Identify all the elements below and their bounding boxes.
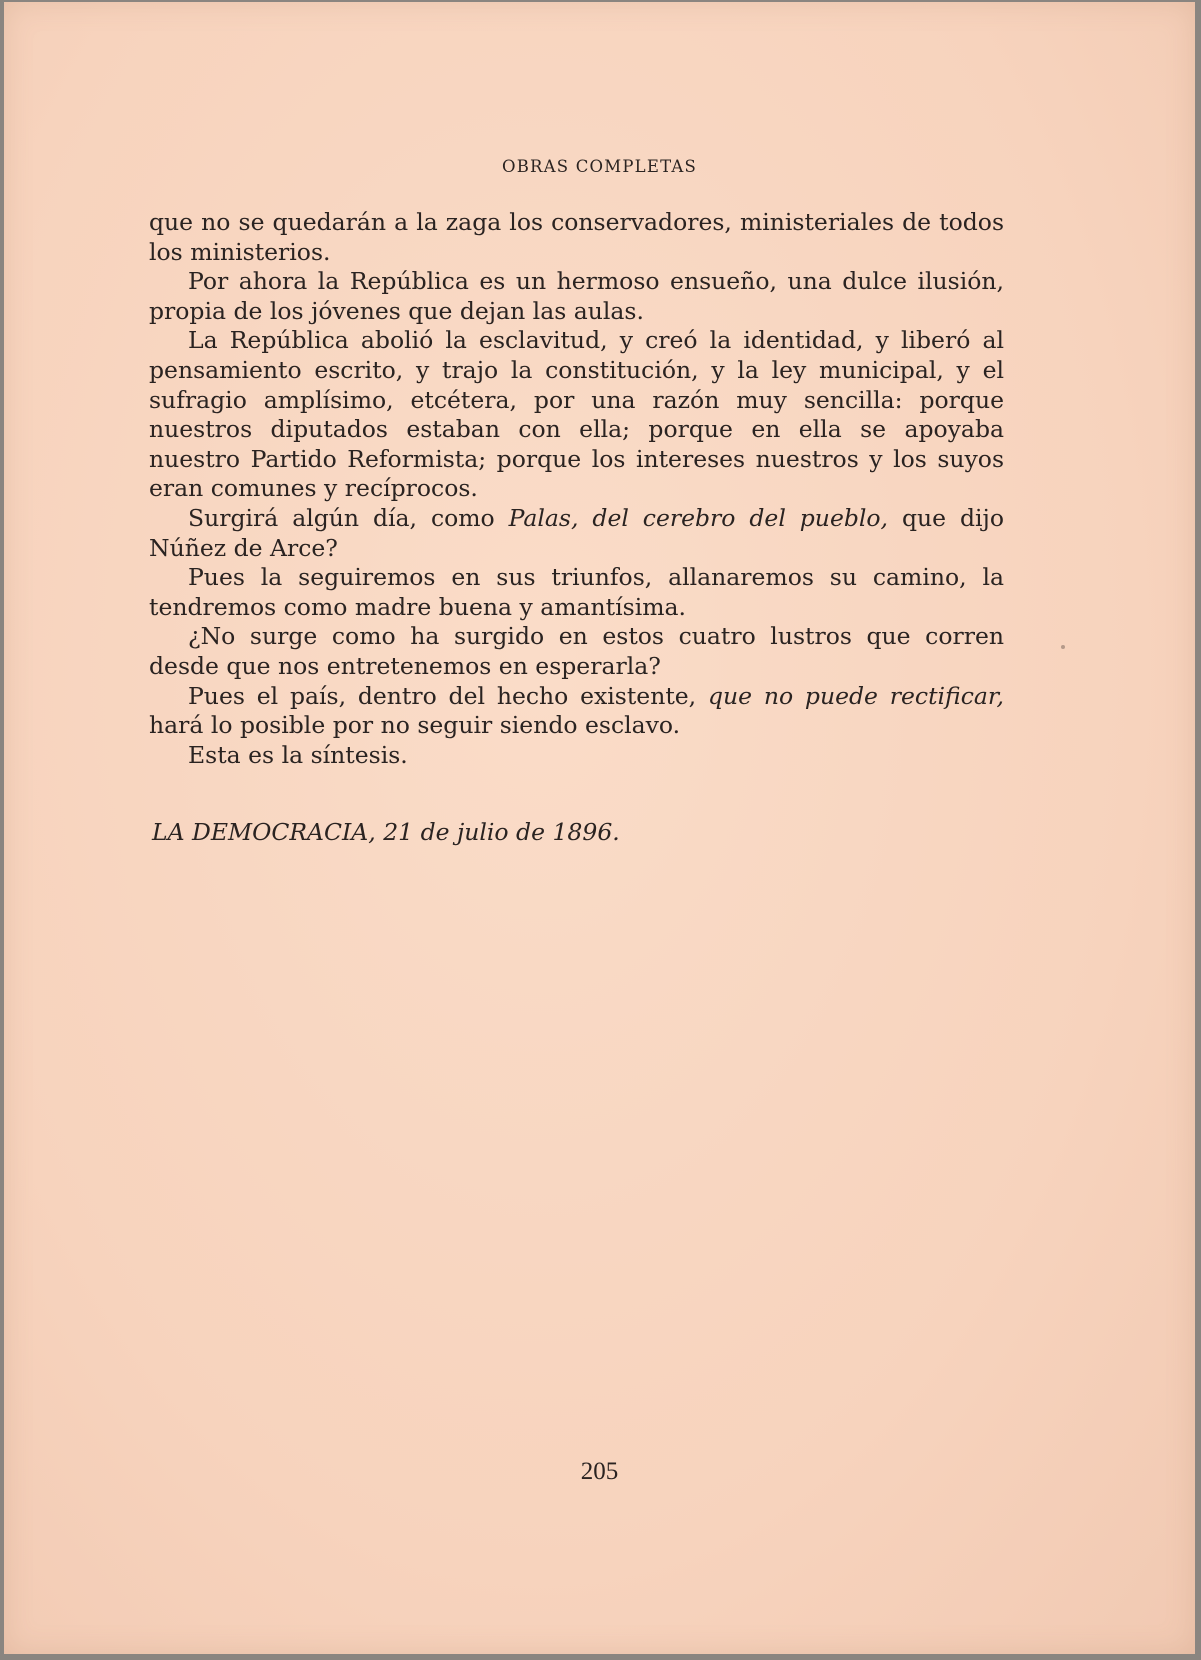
paragraph-2: Por ahora la República es un hermoso ensueño, una dulce ilusión, propia de los jóvenes que dejan las aulas. xyxy=(149,267,1004,325)
body-text xyxy=(149,208,1004,770)
page-number: 205 xyxy=(580,1458,619,1485)
running-head: OBRAS COMPLETAS xyxy=(501,157,697,176)
paper-speck xyxy=(1061,645,1065,649)
paragraph-1: que no se quedarán a la zaga los conservadores, ministeriales de todos los ministerios. xyxy=(149,208,1004,266)
paragraph-7-end: hará lo posible por no seguir siendo esclavo. xyxy=(149,711,681,740)
paragraph-7-italic: que no puede rectificar, xyxy=(707,681,1004,710)
source-citation: LA DEMOCRACIA, 21 de julio de 1896. xyxy=(152,818,620,846)
paragraph-6: ¿No surge como ha surgido en estos cuatro lustros que corren desde que nos entretenemos en esperarla? xyxy=(149,622,1004,680)
paragraph-4-start: Surgirá algún día, como xyxy=(188,503,509,532)
paragraph-5: Pues la seguiremos en sus triunfos, allanaremos su camino, la tendremos como madre buena y amantísima. xyxy=(149,563,1004,621)
book-page xyxy=(4,2,1195,1654)
paragraph-4-italic: Palas, del cerebro del pueblo, xyxy=(508,503,889,532)
paragraph-4 xyxy=(149,504,1004,563)
paragraph-7-start: Pues el país, dentro del hecho existente, xyxy=(188,681,708,710)
paragraph-4-end: que dijo Núñez de Arce? xyxy=(149,503,1004,562)
paragraph-3: La República abolió la esclavitud, y creó la identidad, y liberó al pensamiento escrito, y trajo la constitución, y la ley municipal, y el sufragio amplísimo, etcétera, por una razón muy sencilla: porque nuestros diputados estaban con ella; porque en ella se apoyaba nuestro Partido Reformista; porque los intereses nuestros y los suyos eran comunes y recíprocos. xyxy=(149,326,1004,503)
paragraph-8: Esta es la síntesis. xyxy=(188,740,408,769)
paragraph-7 xyxy=(149,682,1004,741)
